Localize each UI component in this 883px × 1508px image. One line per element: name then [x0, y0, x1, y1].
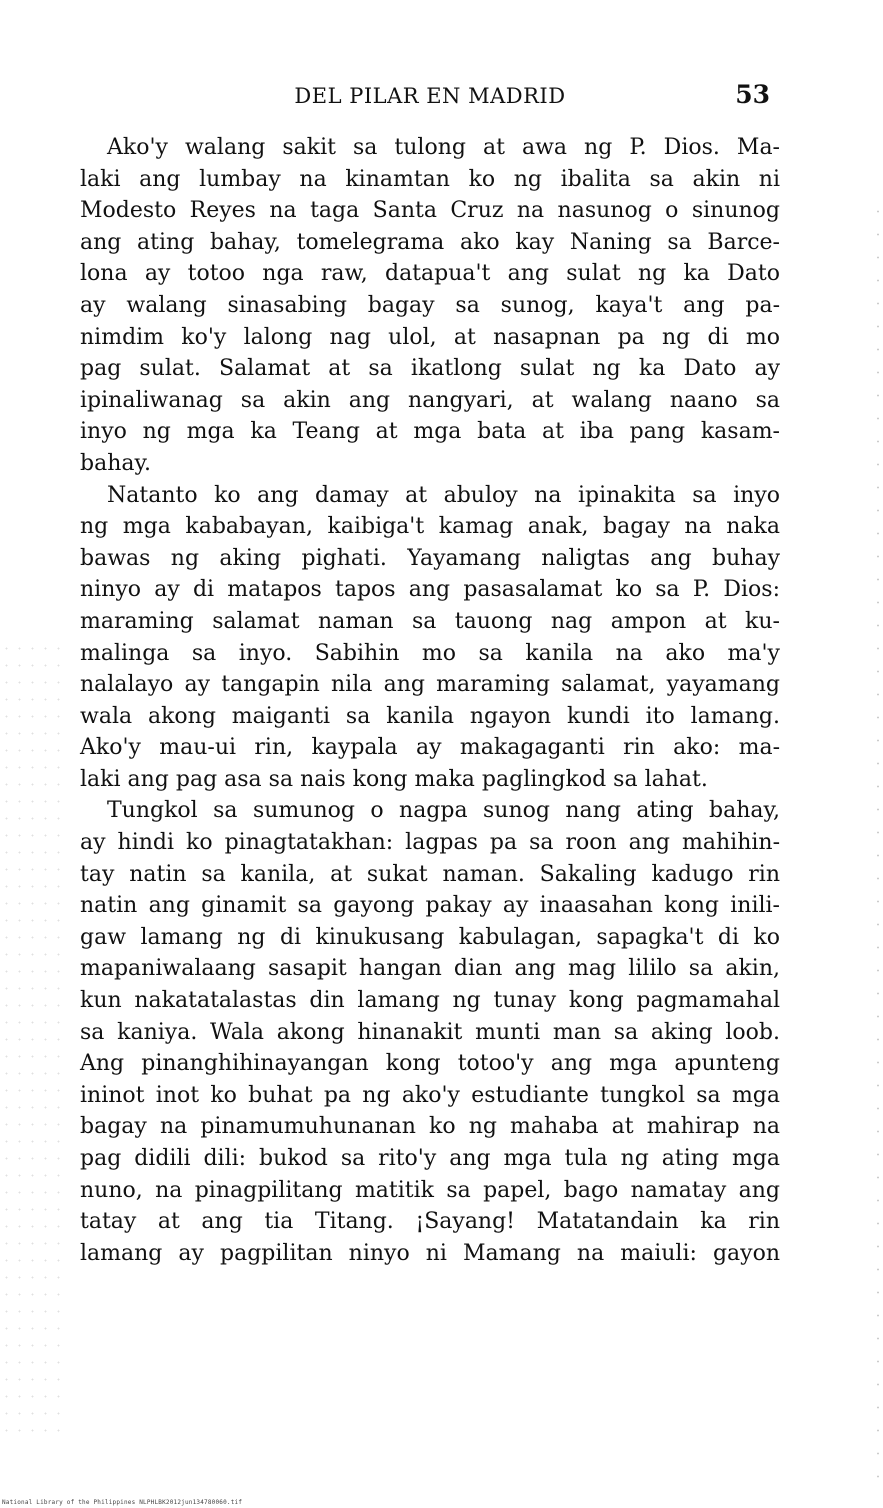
text-line: ng mga kababayan, kaibiga't kamag anak, bagay na naka: [80, 514, 780, 540]
text-line: laki ang pag asa sa nais kong maka paglingkod sa lahat.: [80, 766, 708, 792]
text-line: nuno, na pinagpilitang matitik sa papel, bago namatay ang: [80, 1177, 780, 1203]
text-line: sa kaniya. Wala akong hinanakit munti man sa aking loob.: [80, 1019, 780, 1045]
text-line: bahay.: [80, 450, 151, 476]
running-title: DEL PILAR EN MADRID: [294, 84, 566, 108]
text-line: wala akong maiganti sa kanila ngayon kundi ito lamang.: [80, 703, 780, 729]
text-line: tay natin sa kanila, at sukat naman. Sakaling kadugo rin: [80, 861, 780, 887]
text-line: nalalayo ay tangapin nila ang maraming salamat, yayamang: [80, 672, 780, 698]
text-line: ninyo ay di matapos tapos ang pasasalamat ko sa P. Dios:: [80, 577, 780, 603]
scan-speckle-right: [875, 200, 883, 1480]
text-line: ipinaliwanag sa akin ang nangyari, at walang naano sa: [80, 387, 780, 413]
text-line: kun nakatatalastas din lamang ng tunay kong pagmamahal: [80, 988, 780, 1014]
text-line: pag didili dili: bukod sa rito'y ang mga tula ng ating mga: [80, 1146, 780, 1171]
text-line: Ako'y walang sakit sa tulong at awa ng P. Dios. Ma-: [107, 135, 780, 160]
text-line: gaw lamang ng di kinukusang kabulagan, sapagka't di ko: [80, 924, 780, 950]
text-line: lamang ay pagpilitan ninyo ni Mamang na maiuli: gayon: [80, 1240, 780, 1266]
text-line: Ako'y mau-ui rin, kaypala ay makagaganti rin ako: ma-: [80, 735, 780, 761]
text-line: inyo ng mga ka Teang at mga bata at iba pang kasam-: [80, 419, 780, 445]
text-line: tatay at ang tia Titang. ¡Sayang! Matatandain ka rin: [80, 1209, 780, 1235]
text-line: Natanto ko ang damay at abuloy na ipinakita sa inyo: [107, 482, 780, 508]
text-line: lona ay totoo nga raw, datapua't ang sulat ng ka Dato: [80, 261, 780, 287]
text-line: Ang pinanghihinayangan kong totoo'y ang mga apunteng: [80, 1051, 780, 1077]
scan-speckle-left: [0, 640, 60, 1440]
text-line: Modesto Reyes na taga Santa Cruz na nasunog o sinunog: [80, 198, 780, 224]
text-line: Tungkol sa sumunog o nagpa sunog nang ating bahay,: [107, 798, 780, 824]
paragraph-2: [80, 480, 780, 796]
text-line: bawas ng aking pighati. Yayamang naligtas ang buhay: [80, 545, 780, 571]
scan-footer-label: National Library of the Philippines NLPHLBK2012jun134780060.tif: [2, 1499, 243, 1506]
body-text: [80, 132, 780, 1269]
text-line: ininot inot ko buhat pa ng ako'y estudiante tungkol sa mga: [80, 1082, 780, 1108]
paragraph-3: [80, 795, 780, 1269]
text-line: laki ang lumbay na kinamtan ko ng ibalita sa akin ni: [80, 166, 780, 192]
text-line: malinga sa inyo. Sabihin mo sa kanila na ako ma'y: [80, 640, 780, 666]
text-line: pag sulat. Salamat at sa ikatlong sulat ng ka Dato ay: [80, 356, 780, 382]
text-line: ang ating bahay, tomelegrama ako kay Naning sa Barce-: [80, 229, 780, 255]
text-line: ay walang sinasabing bagay sa sunog, kaya't ang pa-: [80, 292, 780, 318]
text-line: bagay na pinamumuhunanan ko ng mahaba at mahirap na: [80, 1114, 780, 1140]
page-number: 53: [735, 80, 770, 109]
paragraph-1: [80, 132, 780, 480]
text-line: mapaniwalaang sasapit hangan dian ang mag lililo sa akin,: [80, 956, 780, 982]
text-line: ay hindi ko pinagtatakhan: lagpas pa sa roon ang mahihin-: [80, 830, 780, 856]
text-line: nimdim ko'y lalong nag ulol, at nasapnan pa ng di mo: [80, 324, 780, 350]
running-header: [80, 80, 780, 114]
text-line: natin ang ginamit sa gayong pakay ay inaasahan kong inili-: [80, 893, 780, 919]
text-line: maraming salamat naman sa tauong nag ampon at ku-: [80, 608, 780, 634]
